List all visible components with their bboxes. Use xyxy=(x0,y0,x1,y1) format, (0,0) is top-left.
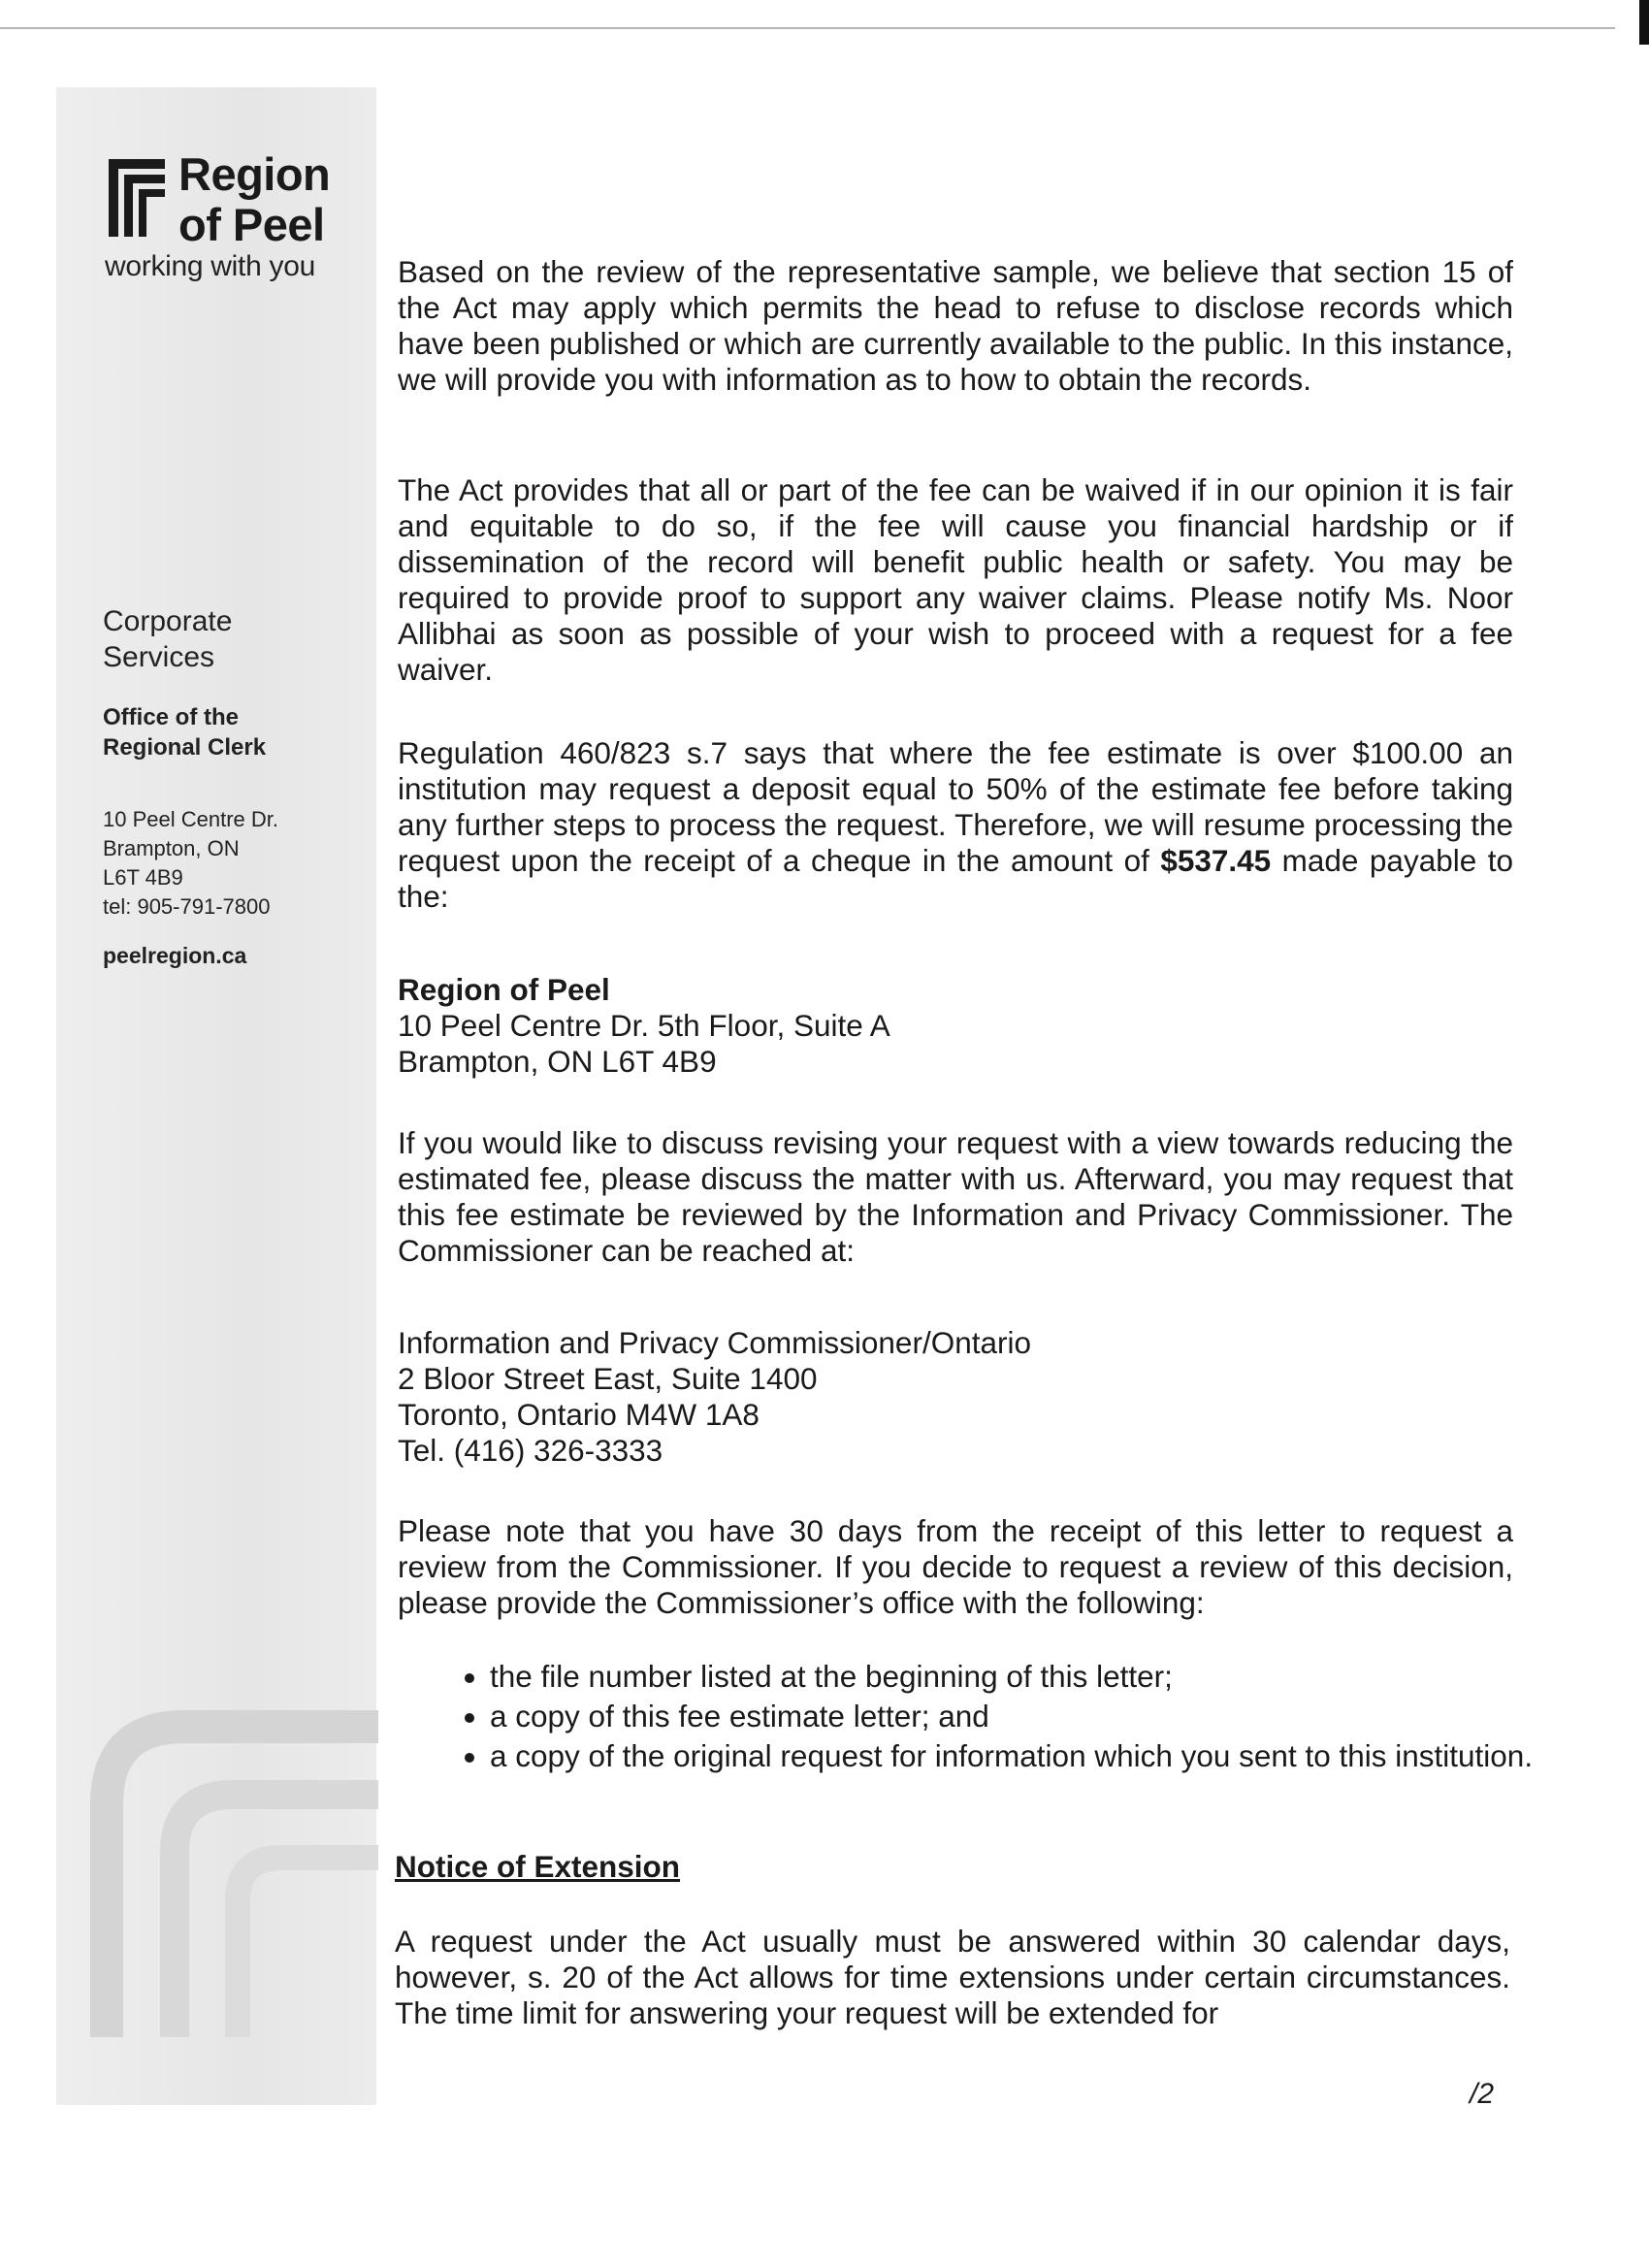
sidebar-address: 10 Peel Centre Dr. Brampton, ON L6T 4B9 tel: 905-791-7800 xyxy=(103,807,278,919)
list-item: • a copy of the original request for information which you sent to this institution. xyxy=(490,1738,1562,1774)
paragraph-30-days: Please note that you have 30 days from the receipt of this letter to request a review from the Commissioner. If you decide to request a review of this decision, please provide the Commissioner’s office with the following: xyxy=(398,1513,1513,1620)
page-number: /2 xyxy=(1470,2078,1495,2110)
paragraph-review: If you would like to discuss revising your request with a view towards reducing the estimated fee, please discuss the matter with us. Afterward, you may request that this fee estimate be reviewed by the Information and Privacy Commissioner. The Commissioner can be reached at: xyxy=(398,1125,1513,1268)
region-logo-icon xyxy=(109,159,169,237)
paragraph-extension: A request under the Act usually must be answered within 30 calendar days, however, s. 20 of the Act allows for time extensions under certain circumstances. The time limit for answering your request will be extended for xyxy=(395,1924,1510,2030)
paragraph-fee-waiver: The Act provides that all or part of the fee can be waived if in our opinion it is fair and equitable to do so, if the fee will cause you financial hardship or if dissemination of the record will benefit public health or safety. You may be required to provide proof to support any waiver claims. Please notify Ms. Noor Allibhai as soon as possible of your wish to proceed with a request for a fee waiver. xyxy=(398,472,1513,687)
logo-wordmark: Region of Peel xyxy=(178,148,331,250)
payable-text: made payable to the: xyxy=(398,843,1513,914)
deposit-amount: $537.45 xyxy=(1160,843,1272,878)
commissioner-address: Information and Privacy Commissioner/Ontario 2 Bloor Street East, Suite 1400 Toronto, Ontario M4W 1A8 Tel. (416) 326-3333 xyxy=(398,1325,1031,1468)
paragraph-deposit xyxy=(398,735,1513,915)
edge-mark xyxy=(1639,0,1649,45)
sidebar-office: Office of the Regional Clerk xyxy=(103,704,267,761)
logo-watermark xyxy=(87,1688,378,2037)
requirements-list xyxy=(441,1659,1562,1778)
top-rule xyxy=(0,27,1615,29)
list-item: • a copy of this fee estimate letter; and xyxy=(490,1699,1562,1734)
payee-address-line2: Brampton, ON L6T 4B9 xyxy=(398,1044,717,1079)
list-item: • the file number listed at the beginning of this letter; xyxy=(490,1659,1562,1695)
sidebar-website: peelregion.ca xyxy=(103,943,247,968)
notice-of-extension-heading: Notice of Extension xyxy=(395,1849,681,1884)
payee-name: Region of Peel xyxy=(398,972,610,1007)
deposit-text: Regulation 460/823 s.7 says that where the fee estimate is over $100.00 an institution may request a deposit equal to 50% of the estimate fee before taking any further steps to process the request. Therefore, we will resume processing the request upon the receipt of a cheque in the amount of xyxy=(398,735,1513,878)
payee-address-line1: 10 Peel Centre Dr. 5th Floor, Suite A xyxy=(398,1008,890,1043)
paragraph-section15: Based on the review of the representative sample, we believe that section 15 of the Act may apply which permits the head to refuse to disclose records which have been published or which are currently available to the public. In this instance, we will provide you with information as to how to obtain the records. xyxy=(398,254,1513,397)
logo-tagline: working with you xyxy=(105,250,315,282)
sidebar-department: Corporate Services xyxy=(103,605,233,673)
payee-address xyxy=(398,972,890,1080)
